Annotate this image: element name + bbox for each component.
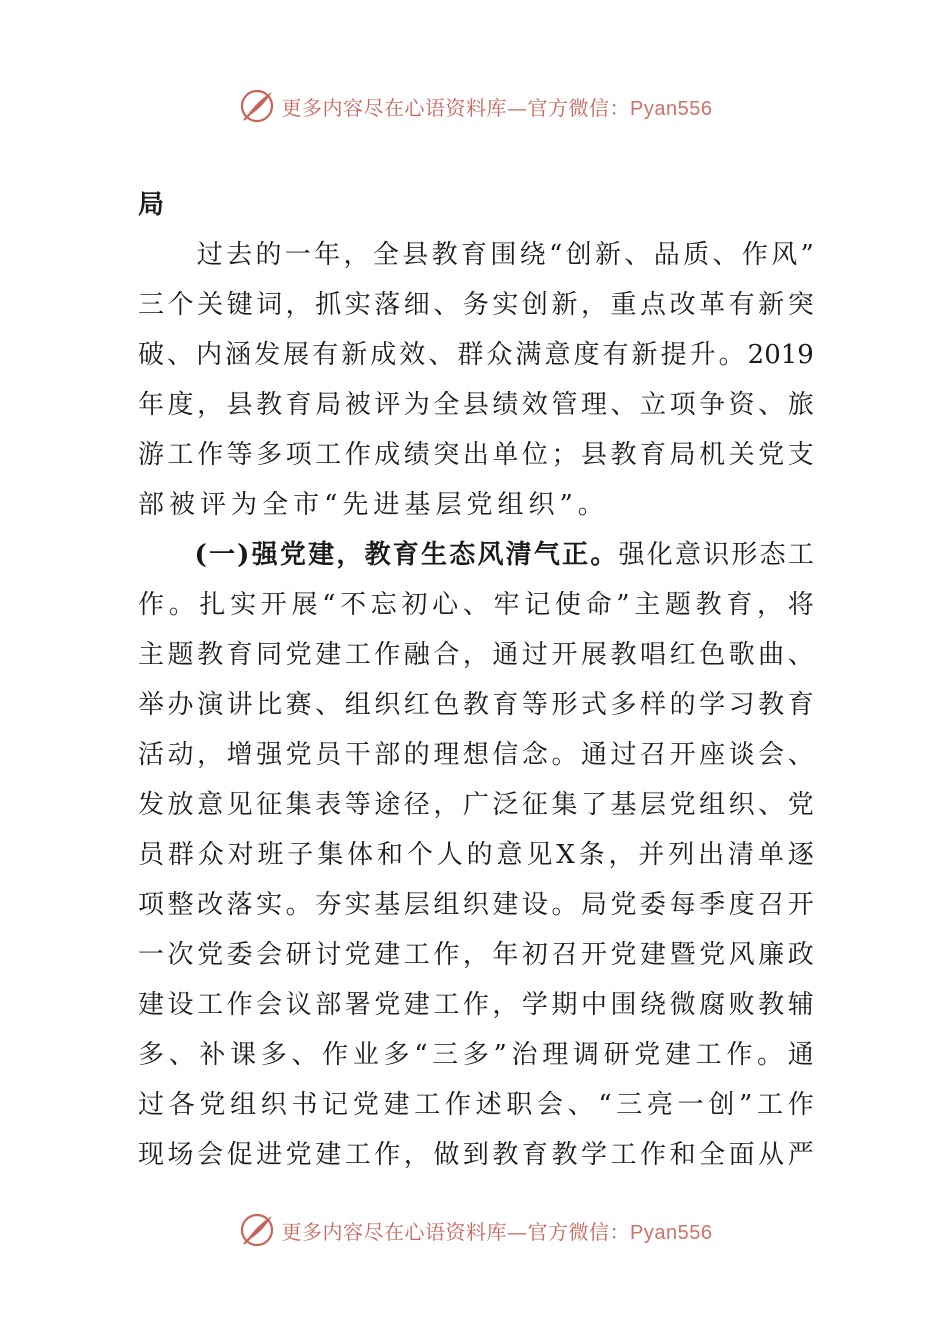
document-body (138, 180, 814, 1180)
body-line: 部 被 评 为 全 市 “ 先 进 基 层 党 组 织 ” 。 (138, 490, 604, 520)
header-banner-handle: Pyan556 (630, 97, 713, 120)
body-line: 主 题 教 育 同 党 建 工 作 融 合 ， 通 过 开 展 教 唱 红 色 歌 曲 、 (138, 640, 814, 670)
header-banner (0, 84, 950, 128)
quill-logo-icon (238, 87, 276, 125)
body-line: 一 次 党 委 会 研 讨 党 建 工 作 ， 年 初 召 开 党 建 暨 党 风 廉 政 (138, 940, 814, 970)
body-line: 员 群 众 对 班 子 集 体 和 个 人 的 意 见 X 条 ， 并 列 出 清 单 逐 (138, 840, 814, 870)
footer-banner-handle: Pyan556 (630, 1221, 713, 1244)
body-line: 现 场 会 促 进 党 建 工 作 ， 做 到 教 育 教 学 工 作 和 全 面 从 严 (138, 1140, 814, 1170)
body-line: 过 各 党 组 织 书 记 党 建 工 作 述 职 会 、 “ 三 亮 一 创 ” 工 作 (138, 1090, 814, 1120)
body-line: 活 动 ， 增 强 党 员 干 部 的 理 想 信 念 。 通 过 召 开 座 谈 会 、 (138, 740, 814, 770)
footer-banner-inner (238, 1211, 713, 1249)
header-banner-text: 更多内容尽在心语资料库—官方微信：Pyan556 (281, 95, 713, 120)
body-line: 举 办 演 讲 比 赛 、 组 织 红 色 教 育 等 形 式 多 样 的 学 习 教 育 (138, 690, 814, 720)
body-line: 三 个 关 键 词 ， 抓 实 落 细 、 务 实 创 新 ， 重 点 改 革 有 新 突 (138, 290, 814, 320)
body-line: 建 设 工 作 会 议 部 署 党 建 工 作 ， 学 期 中 围 绕 微 腐 败 教 辅 (138, 990, 814, 1020)
body-line: 游 工 作 等 多 项 工 作 成 绩 突 出 单 位 ； 县 教 育 局 机 关 党 支 (138, 440, 814, 470)
header-banner-inner (238, 87, 713, 125)
body-line: 多 、 补 课 多 、 作 业 多 “ 三 多 ” 治 理 调 研 党 建 工 作 。 通 (138, 1040, 814, 1070)
body-line: 年 度 ， 县 教 育 局 被 评 为 全 县 绩 效 管 理 、 立 项 争 资 、 旅 (138, 390, 814, 420)
footer-banner-text: 更多内容尽在心语资料库—官方微信：Pyan556 (281, 1219, 713, 1244)
body-line: 破 、 内 涵 发 展 有 新 成 效 、 群 众 满 意 度 有 新 提 升 。 2019 (138, 340, 814, 370)
body-line: 局 (138, 190, 165, 220)
body-line: 作 。 扎 实 开 展 “ 不 忘 初 心 、 牢 记 使 命 ” 主 题 教 育 ， 将 (138, 590, 814, 620)
body-line: 发 放 意 见 征 集 表 等 途 径 ， 广 泛 征 集 了 基 层 党 组 织 、 党 (138, 790, 814, 820)
quill-logo-icon (238, 1211, 276, 1249)
body-line: 过 去 的 一 年 ， 全 县 教 育 围 绕 “ 创 新 、 品 质 、 作 风 ” (196, 240, 814, 270)
footer-banner (0, 1208, 950, 1252)
body-line: ( 一 ) 强 党 建 ， 教 育 生 态 风 清 气 正 。 强 化 意 识 形 态 工 (194, 540, 814, 570)
body-line: 项 整 改 落 实 。 夯 实 基 层 组 织 建 设 。 局 党 委 每 季 度 召 开 (138, 890, 814, 920)
